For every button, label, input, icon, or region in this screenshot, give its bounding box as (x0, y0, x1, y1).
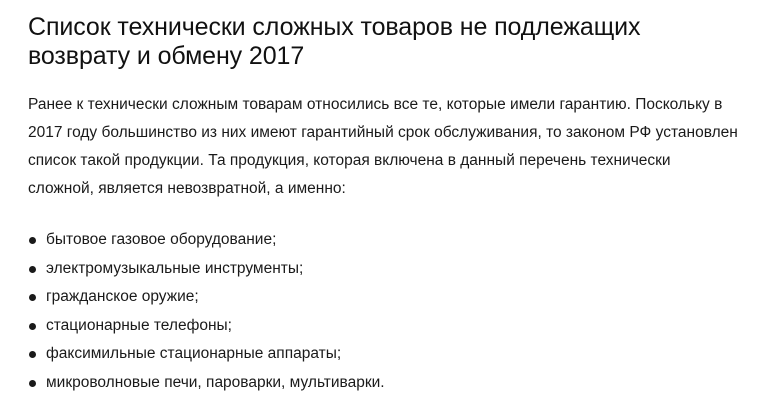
bullet-icon (29, 351, 36, 358)
list-item-text: стационарные телефоны; (46, 316, 232, 334)
bullet-icon (29, 237, 36, 244)
article-title: Список технически сложных товаров не подлежащих возврату и обмену 2017 (28, 13, 641, 70)
list-item (28, 255, 738, 284)
list-item (28, 369, 738, 398)
article-intro: Ранее к технически сложным товарам относились все те, которые имели гарантию. Поскольку в 2017 году большинство из них имеют гарантийный срок обслуживания, то законом РФ установлен список такой продукции. Та продукция, которая включена в данный перечень технически сложной, является невозвратной, а именно: (28, 96, 738, 197)
list-item-text: микроволновые печи, пароварки, мультиварки. (46, 373, 385, 391)
list-item-text: электромузыкальные инструменты; (46, 259, 304, 277)
item-list (28, 226, 738, 398)
article (28, 0, 738, 398)
list-item-text: факсимильные стационарные аппараты; (46, 345, 342, 363)
list-item (28, 340, 738, 369)
list-item-text: гражданское оружие; (46, 288, 199, 306)
bullet-icon (29, 380, 36, 387)
bullet-icon (29, 294, 36, 301)
bullet-icon (29, 323, 36, 330)
list-item (28, 312, 738, 341)
list-item-text: бытовое газовое оборудование; (46, 231, 277, 248)
list-item (28, 283, 738, 312)
list-item (28, 226, 738, 255)
bullet-icon (29, 266, 36, 273)
